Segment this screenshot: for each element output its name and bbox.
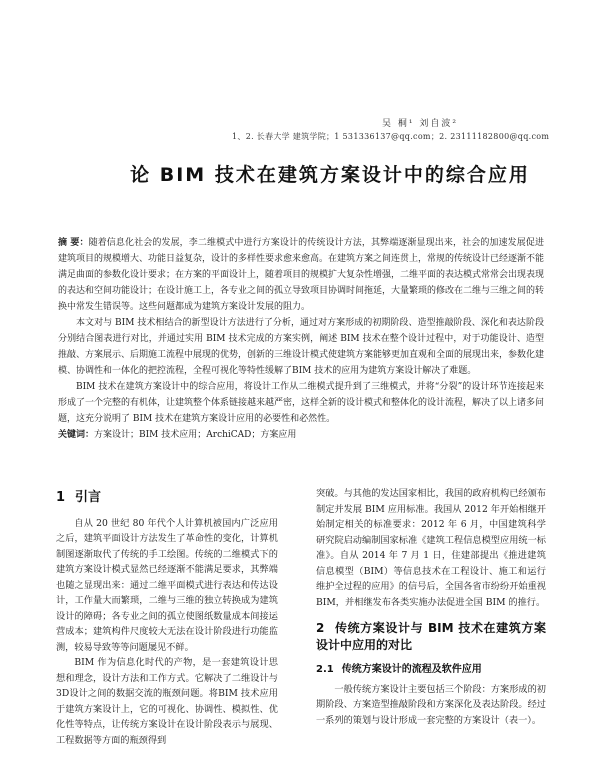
abstract-paragraph-3: BIM 技术在建筑方案设计中的综合应用，将设计工作从二维模式提升到了三维模式，并将“分裂”的设计环节连接起来形成了一个完整的有机体，让建筑整个体系链接越来越严密，这样全新的设计模式和整体化的设计流程，解决了以上诸多问题，这充分说明了 BIM 技术在建筑方案设计应用的必要性和必然性。 — [58, 382, 545, 424]
right-column — [316, 486, 546, 728]
section-2-1-heading: 2.1 传统方案设计的流程及软件应用 — [316, 664, 482, 675]
keywords-line — [58, 427, 544, 443]
abstract-block — [58, 235, 544, 443]
intro-paragraph-2: BIM 作为信息化时代的产物，是一套建筑设计思想和理念，设计方法和工作方式。它解决了二维设计与3D设计之间的数据交流的瓶颈问题。将BIM 技术应用于建筑方案设计上，它的可视化、协调性、模拟性、优化性等特点，让传统方案设计在设计阶段表示与展现、工程数据等方面的瓶颈得到 — [56, 657, 278, 746]
abstract-paragraph-1: 摘 要：随着信息化社会的发展，李二维模式中进行方案设计的传统设计方法，其弊端逐渐显现出来，社会的加速发展促进建筑项目的规模增大、功能日益复杂，设计的多样性要求愈来愈高。在建筑方案之间连贯上，常规的传统设计已经逐渐不能满足曲面的参数化设计要求；在方案的平面设计上，随着项目的规模扩大复杂性增强，二维平面的表达模式常常会出现表现的表达和空间功能设计；在设计施工上，各专业之间的孤立导致项目协调时间拖延，大量繁琐的修改在二维与三维之间的转换中常发生错误等。这些问题都成为建筑方案设计发展的阻力。 — [58, 238, 545, 312]
keywords-label: 关键词： — [58, 430, 95, 440]
intro-paragraph-continued: 突破。与其他的发达国家相比，我国的政府机构已经颁布制定并发展 BIM 应用标准。我国从 2012 年开始相继开始制定相关的标准要求：2012 年 6 月，中国建筑科学研究院启动编制国家标准《建筑工程信息模型应用统一标准》。自从 2014 年 7 月 1 日，住建部提出《推进建筑信息模型（BIM）等信息技术在工程设计、施工和运行维护全过程的应用》的信号后，全国各省市纷纷开始重视 BIM，并相继发布各类实施办法促进全国 BIM 的推行。 — [316, 488, 546, 608]
authors: 吴 桐¹ 刘自波² — [382, 119, 458, 129]
intro-paragraph-1: 自从 20 世纪 80 年代个人计算机被国内广泛应用之后，建筑平面设计方法发生了革命性的变化，计算机制图逐渐取代了传统的手工绘图。传统的二维模式下的建筑方案设计模式显然已经逐渐不能满足要求，其弊端也随之显现出来：通过二维平面模式进行表达和传达设计，工作量大而繁琐，二维与三维的独立转换成为建筑设计的障碍；各专业之间的孤立使图纸数量成本间接运营成本；建筑构件尺度较大无法在设计阶段进行功能监测，较易导致等等问题屡见不鲜。 — [56, 517, 278, 653]
abstract-label: 摘 要： — [58, 238, 89, 248]
section-2-heading: 2 传统方案设计与 BIM 技术在建筑方案设计中应用的对比 — [316, 621, 546, 652]
section-1-heading: 1 引言 — [56, 490, 102, 505]
keywords: 方案设计；BIM 技术应用；ArchiCAD；方案应用 — [94, 430, 297, 440]
affiliation: 1、2. 长春大学 建筑学院；1 531336137@qq.com；2. 23111182800@qq.com — [232, 132, 550, 141]
left-column — [56, 490, 278, 748]
section-2-1-paragraph: 一般传统方案设计主要包括三个阶段：方案形成的初期阶段、方案造型推敲阶段和方案深化及表达阶段。经过一系列的策划与设计形成一套完整的方案设计（表一）。 — [316, 683, 546, 726]
abstract-paragraph-2: 本文对与 BIM 技术相结合的新型设计方法进行了分析，通过对方案形成的初期阶段、造型推敲阶段、深化和表达阶段分别结合图表进行对比，并通过实用 BIM 技术完成的方案实例，阐述 BIM 技术在整个设计过程中，对于功能设计、造型推敲、方案展示、后期施工流程中展现的优势，创新的三维设计模式使建筑方案能够更加直观和全面的展现出来，参数化建模、协调性和一体化的把控流程，全程可视化等特性缓解了BIM 技术的应用为建筑方案设计解决了难题。 — [58, 318, 545, 376]
paper-title: 论 BIM 技术在建筑方案设计中的综合应用 — [130, 164, 530, 186]
